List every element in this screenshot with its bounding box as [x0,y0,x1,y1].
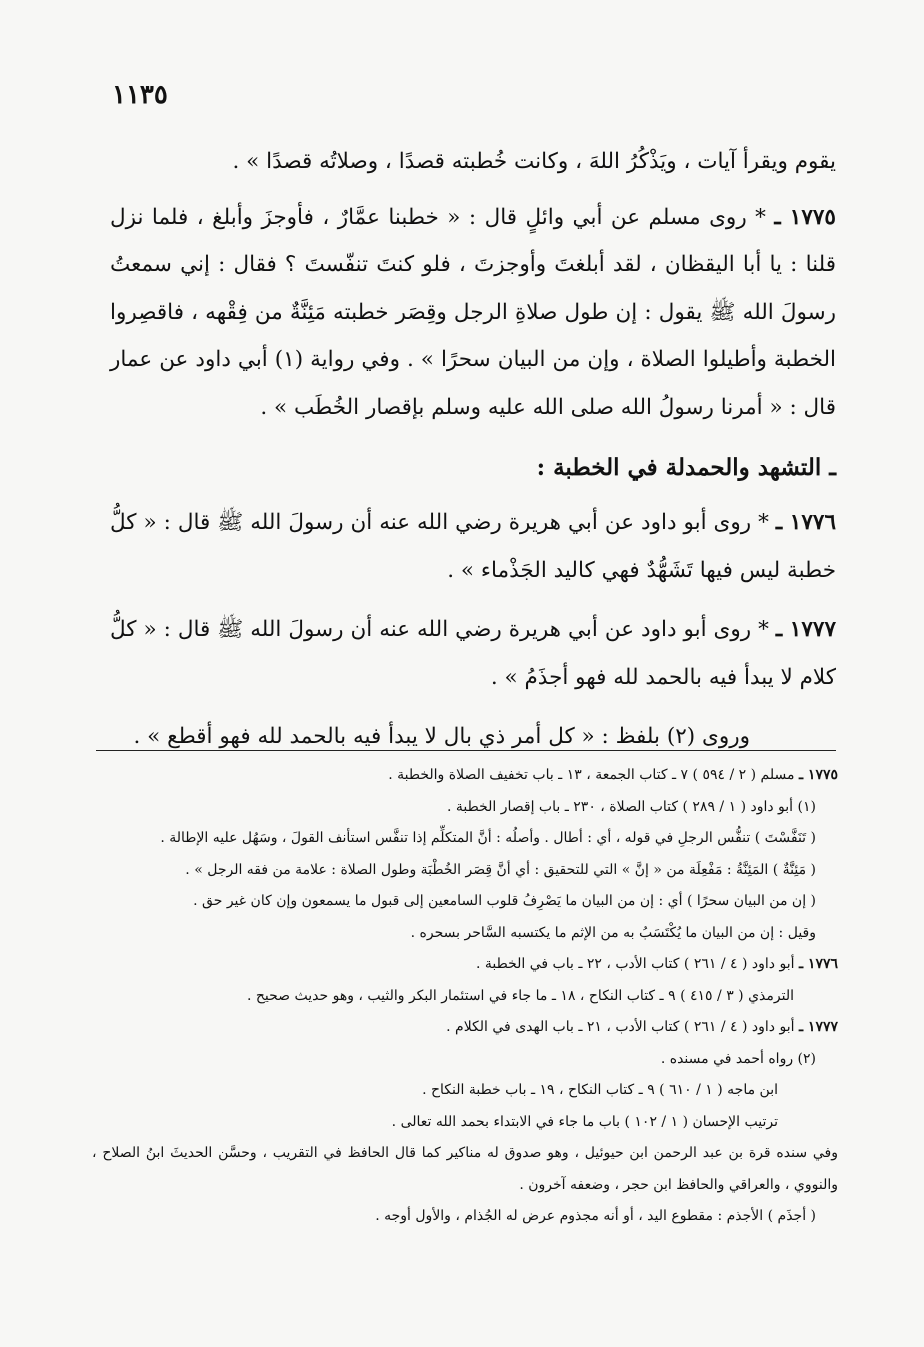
footnote-gloss: ( أجذَم ) الأجذم : مقطوع اليد ، أو أنه مجذوم عرض له الجُذام ، والأول أوجه . [375,1208,816,1224]
footnotes [92,760,838,1233]
footnote-reference: ترتيب الإحسان ( ١ / ١٠٢ ) باب ما جاء في الابتداء بحمد الله تعالى . [391,1113,778,1130]
footnote-note-2: (٢) رواه أحمد في مسنده . [660,1050,816,1067]
hadith-text: * روى مسلم عن أبي وائلٍ قال : « خطبنا عمَّارٌ ، فأوجزَ وأبلغ ، فلما نزل قلنا : يا أبا اليقظان ، لقد أبلغتَ وأوجزتَ ، فلو كنتَ تنفّستَ ؟ فقال : إني سمعتُ رسولَ الله ﷺ يقول : إن طول صلاةِ الرجل وقِصَر خطبته مَئِنَّةٌ من فِقْهه ، فاقصِروا الخطبة وأطيلوا الصلاة ، وإن من البيان سحرًا » . وفي رواية (١) أبي داود عن عمار قال : « أمرنا رسولُ الله صلى الله عليه وسلم بإقصار الخُطَب » . [110,204,836,420]
footnote-number: ١٧٧٧ ـ [798,1019,838,1035]
hadith-number: ١٧٧٦ ـ [775,510,836,535]
footnote-gloss: ( مَئِنَّةٌ ) المَئِنَّةُ : مَفْعِلَة من « إنَّ » التي للتحقيق : أي أنَّ قِصَر الخُطْبَة وطول الصلاة : علامة من فقه الرجل » . [185,861,816,878]
paragraph-riwaya: وروى (٢) بلفظ : « كل أمر ذي بال لا يبدأ فيه بالحمد لله فهو أقطع » . [133,724,750,749]
footnote-1775 [92,760,838,792]
footnote-gloss: ( إن من البيان سحرًا ) أي : إن من البيان ما يَصْرِفُ قلوب السامعين إلى قبول ما يسمعون وإن كان غير حق . [193,893,816,909]
main-text [110,138,836,761]
footnote-1776 [92,949,838,981]
section-heading: ـ التشهد والحمدلة في الخطبة : [536,454,836,481]
footnote-gloss: وقيل : إن من البيان ما يُكْتَسَبُ به من الإثم ما يكتسبه السَّاحر بسحره . [410,924,816,941]
footnote-reference: ابن ماجه ( ١ / ٦١٠ ) ٩ ـ كتاب النكاح ، ١٩ ـ باب خطبة النكاح . [422,1082,778,1098]
paragraph-continuation: يقوم ويقرأ آيات ، ويَذْكُرُ اللهَ ، وكانت خُطبته قصدًا ، وصلاتُه قصدًا » . [232,149,836,174]
footnote-text: أبو داود ( ٤ / ٢٦١ ) كتاب الأدب ، ٢٢ ـ باب في الخطبة . [475,956,795,972]
hadith-number: ١٧٧٥ ـ [774,204,836,230]
footnote-reference: الترمذي ( ٣ / ٤١٥ ) ٩ ـ كتاب النكاح ، ١٨ ـ ما جاء في استئمار البكر والثيب ، وهو حديث صحيح . [246,987,794,1004]
footnote-number: ١٧٧٥ ـ [798,767,838,783]
footnote-divider [96,750,836,751]
footnote-note-1: (١) أبو داود ( ١ / ٢٨٩ ) كتاب الصلاة ، ٢٣٠ ـ باب إقصار الخطبة . [446,798,816,815]
footnote-1777 [92,1012,838,1044]
hadith-1777 [110,606,836,701]
hadith-number: ١٧٧٧ ـ [775,617,836,642]
hadith-text: * روى أبو داود عن أبي هريرة رضي الله عنه أن رسولَ الله ﷺ قال : « كلُّ كلام لا يبدأ فيه بالحمد لله فهو أجذَمُ » . [110,617,836,690]
footnote-gloss: ( تَنَفَّسْتَ ) تنفُّس الرجلِ في قوله ، أي : أطال . وأصلُه : أنَّ المتكلِّم إذا تنفَّس استأنف القولَ ، وسَهُل عليه الإطالة . [160,830,816,846]
footnote-text: مسلم ( ٢ / ٥٩٤ ) ٧ ـ كتاب الجمعة ، ١٣ ـ باب تخفيف الصلاة والخطبة . [388,767,795,783]
page-number: ١١٣٥ [112,80,168,110]
hadith-1775 [110,194,836,432]
footnote-number: ١٧٧٦ ـ [798,956,838,972]
footnote-commentary: وفي سنده قرة بن عبد الرحمن ابن حيوئيل ، وهو صدوق له مناكير كما قال الحافظ في التقريب ، وحسَّن الحديثَ ابنُ الصلاح ، والنووي ، والعراقي والحافظ ابن حجر ، وضعفه آخرون . [92,1145,838,1193]
footnote-text: أبو داود ( ٤ / ٢٦١ ) كتاب الأدب ، ٢١ ـ باب الهدى في الكلام . [446,1019,795,1035]
hadith-1776 [110,499,836,594]
hadith-text: * روى أبو داود عن أبي هريرة رضي الله عنه أن رسولَ الله ﷺ قال : « كلُّ خطبة ليس فيها تَشَهُّدٌ فهي كاليد الجَذْماء » . [110,510,836,583]
